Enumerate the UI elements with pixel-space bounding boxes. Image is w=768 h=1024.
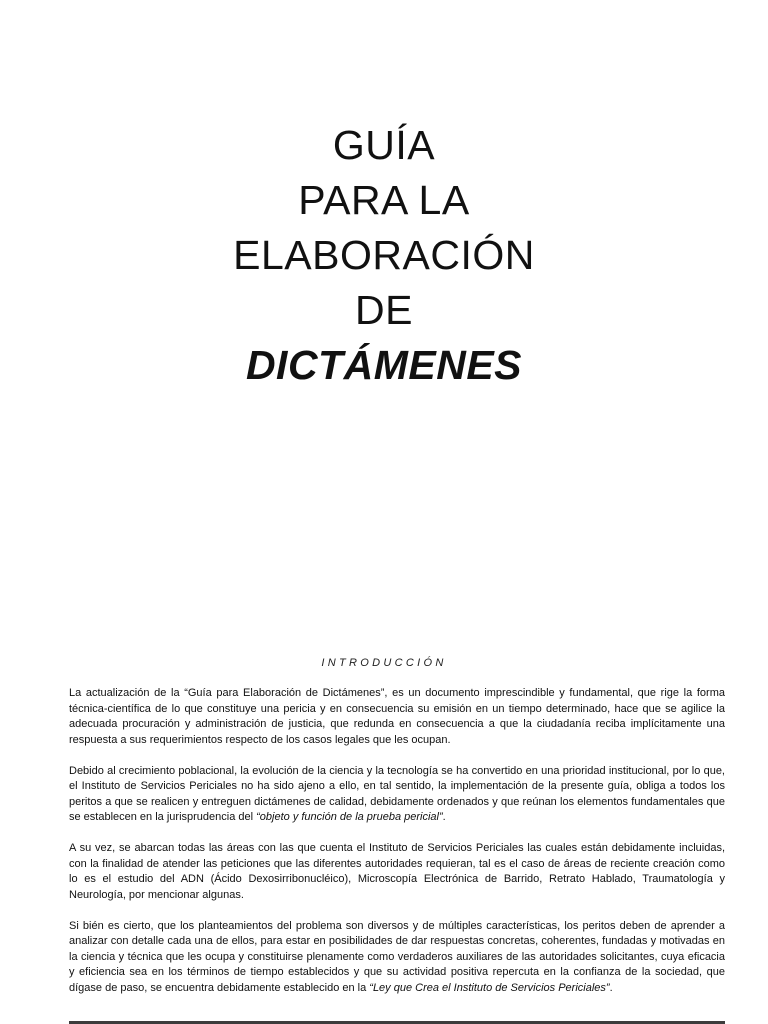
paragraph-2-text: Debido al crecimiento poblacional, la evolución de la ciencia y la tecnología se ha convertido en una prioridad institucional, por lo que, el Instituto de Servicios Periciales no ha sido ajeno a ello, en tal sentido, la implementación de la presente guía, obliga a todos los peritos a que se realicen y entreguen dictámenes de calidad, debidamente ordenados y que reúnan los elementos fundamentales que se establecen en la jurisprudencia del	[69, 764, 725, 823]
document-title	[0, 118, 768, 393]
title-line-2: PARA LA	[298, 177, 470, 223]
paragraph-2	[69, 764, 725, 826]
paragraph-4-quote: “Ley que Crea el Instituto de Servicios Periciales”	[369, 981, 610, 994]
paragraph-1: La actualización de la “Guía para Elaboración de Dictámenes”, es un documento imprescindible y fundamental, que rige la forma técnica-científica de lo que constituye una pericia y en consecuencia su emisión en un tiempo determinado, hace que se agilice la adecuada procuración y administración de justicia, que redunda en consecuencia a que la ciudadanía reciba implícitamente una respuesta a sus requerimientos respecto de los casos legales que les ocupan.	[69, 687, 725, 746]
paragraph-2-end: .	[442, 811, 446, 823]
introduction-body	[69, 686, 725, 1012]
title-line-4: DE	[355, 287, 413, 333]
paragraph-3: A su vez, se abarcan todas las áreas con las que cuenta el Instituto de Servicios Periciales las cuales están debidamente incluidas, con la finalidad de atender las peticiones que las diferentes autoridades requieran, tal es el caso de áreas de reciente creación como lo es el estudio del ADN (Ácido Dexosirribonucléico), Microscopía Electrónica de Barrido, Retrato Hablado, Traumatología y Neurología, por mencionar algunas.	[69, 842, 725, 901]
paragraph-2-quote: “objeto y función de la prueba pericial”	[256, 811, 443, 823]
title-line-5: DICTÁMENES	[245, 342, 523, 388]
section-heading-introduccion: INTRODUCCIÓN	[321, 657, 447, 669]
paragraph-4-text: Si bién es cierto, que los planteamientos del problema son diversos y de múltiples características, los peritos deben de aprender a analizar con detalle cada una de ellos, para estar en posibilidades de dar respuestas concretas, coherentes, fundadas y motivadas en la ciencia y técnica que les ocupa y constituirse plenamente como verdaderos auxiliares de las autoridades solicitantes, cuya eficacia y eficiencia sea en los términos de tiempo establecidos y que su actividad positiva repercuta en la confianza de la sociedad, que dígase de paso, se encuentra debidamente establecido en la	[69, 919, 725, 994]
title-line-3: ELABORACIÓN	[233, 232, 535, 278]
paragraph-4	[69, 919, 725, 997]
truncated-next-line	[69, 1018, 725, 1024]
paragraph-4-end: .	[609, 981, 613, 994]
title-line-1: GUÍA	[332, 122, 436, 168]
